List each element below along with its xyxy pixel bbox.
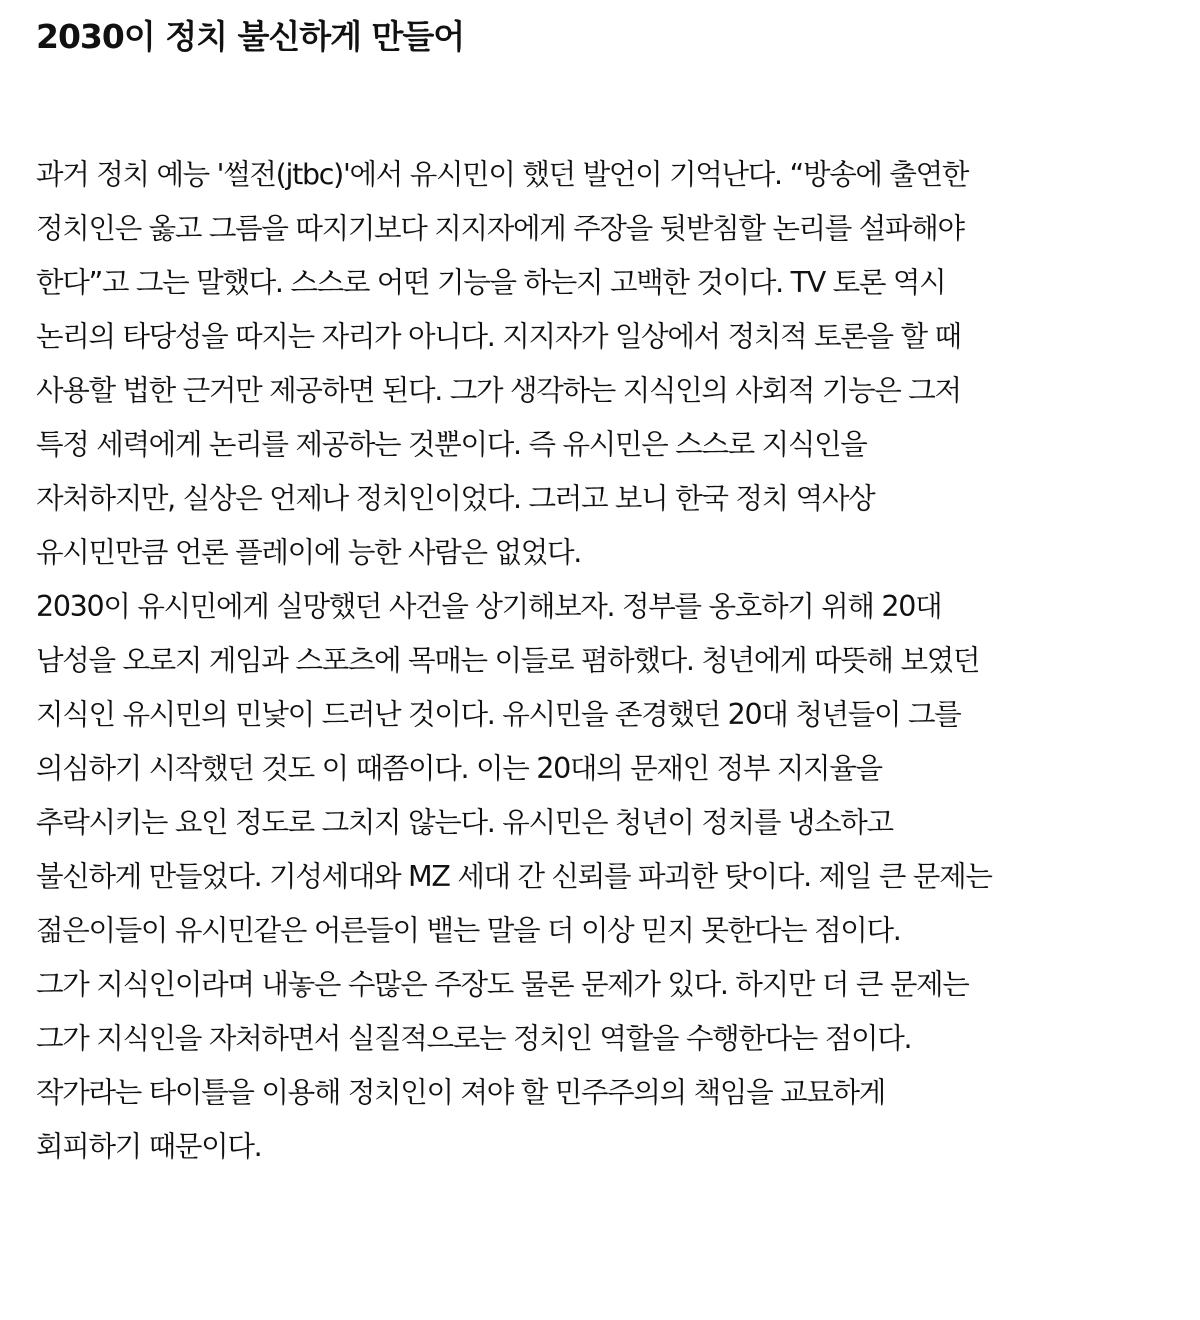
body-line: 작가라는 타이틀을 이용해 정치인이 져야 할 민주주의의 책임을 교묘하게 xyxy=(36,1076,886,1109)
body-line: 2030이 유시민에게 실망했던 사건을 상기해보자. 정부를 옹호하기 위해 20대 xyxy=(36,590,942,623)
body-line: 그가 지식인을 자처하면서 실질적으로는 정치인 역할을 수행한다는 점이다. xyxy=(36,1022,912,1055)
body-line: 추락시키는 요인 정도로 그치지 않는다. 유시민은 청년이 정치를 냉소하고 xyxy=(36,806,893,839)
body-line: 남성을 오로지 게임과 스포츠에 목매는 이들로 폄하했다. 청년에게 따뜻해 보였던 xyxy=(36,644,980,677)
body-line: 한다”고 그는 말했다. 스스로 어떤 기능을 하는지 고백한 것이다. TV 토론 역시 xyxy=(36,266,946,299)
body-line: 불신하게 만들었다. 기성세대와 MZ 세대 간 신뢰를 파괴한 탓이다. 제일 큰 문제는 xyxy=(36,860,992,893)
body-line: 논리의 타당성을 따지는 자리가 아니다. 지지자가 일상에서 정치적 토론을 할 때 xyxy=(36,320,961,353)
article-title: 2030이 정치 불신하게 만들어 xyxy=(36,17,465,56)
body-line: 의심하기 시작했던 것도 이 때쯤이다. 이는 20대의 문재인 정부 지지율을 xyxy=(36,752,882,785)
body-line: 과거 정치 예능 '썰전(jtbc)'에서 유시민이 했던 발언이 기억난다. “방송에 출연한 xyxy=(36,158,969,191)
body-line: 특정 세력에게 논리를 제공하는 것뿐이다. 즉 유시민은 스스로 지식인을 xyxy=(36,428,867,461)
body-line: 젊은이들이 유시민같은 어른들이 뱉는 말을 더 이상 믿지 못한다는 점이다. xyxy=(36,914,901,947)
body-line: 지식인 유시민의 민낯이 드러난 것이다. 유시민을 존경했던 20대 청년들이 그를 xyxy=(36,698,961,731)
body-line: 회피하기 때문이다. xyxy=(36,1130,262,1163)
body-line: 사용할 법한 근거만 제공하면 된다. 그가 생각하는 지식인의 사회적 기능은 그저 xyxy=(36,374,961,407)
body-line: 정치인은 옳고 그름을 따지기보다 지지자에게 주장을 뒷받침할 논리를 설파해야 xyxy=(36,212,964,245)
body-line: 자처하지만, 실상은 언제나 정치인이었다. 그러고 보니 한국 정치 역사상 xyxy=(36,482,875,515)
body-line: 그가 지식인이라며 내놓은 수많은 주장도 물론 문제가 있다. 하지만 더 큰 문제는 xyxy=(36,968,969,1001)
body-line: 유시민만큼 언론 플레이에 능한 사람은 없었다. xyxy=(36,536,581,569)
article-body xyxy=(36,148,1176,1174)
